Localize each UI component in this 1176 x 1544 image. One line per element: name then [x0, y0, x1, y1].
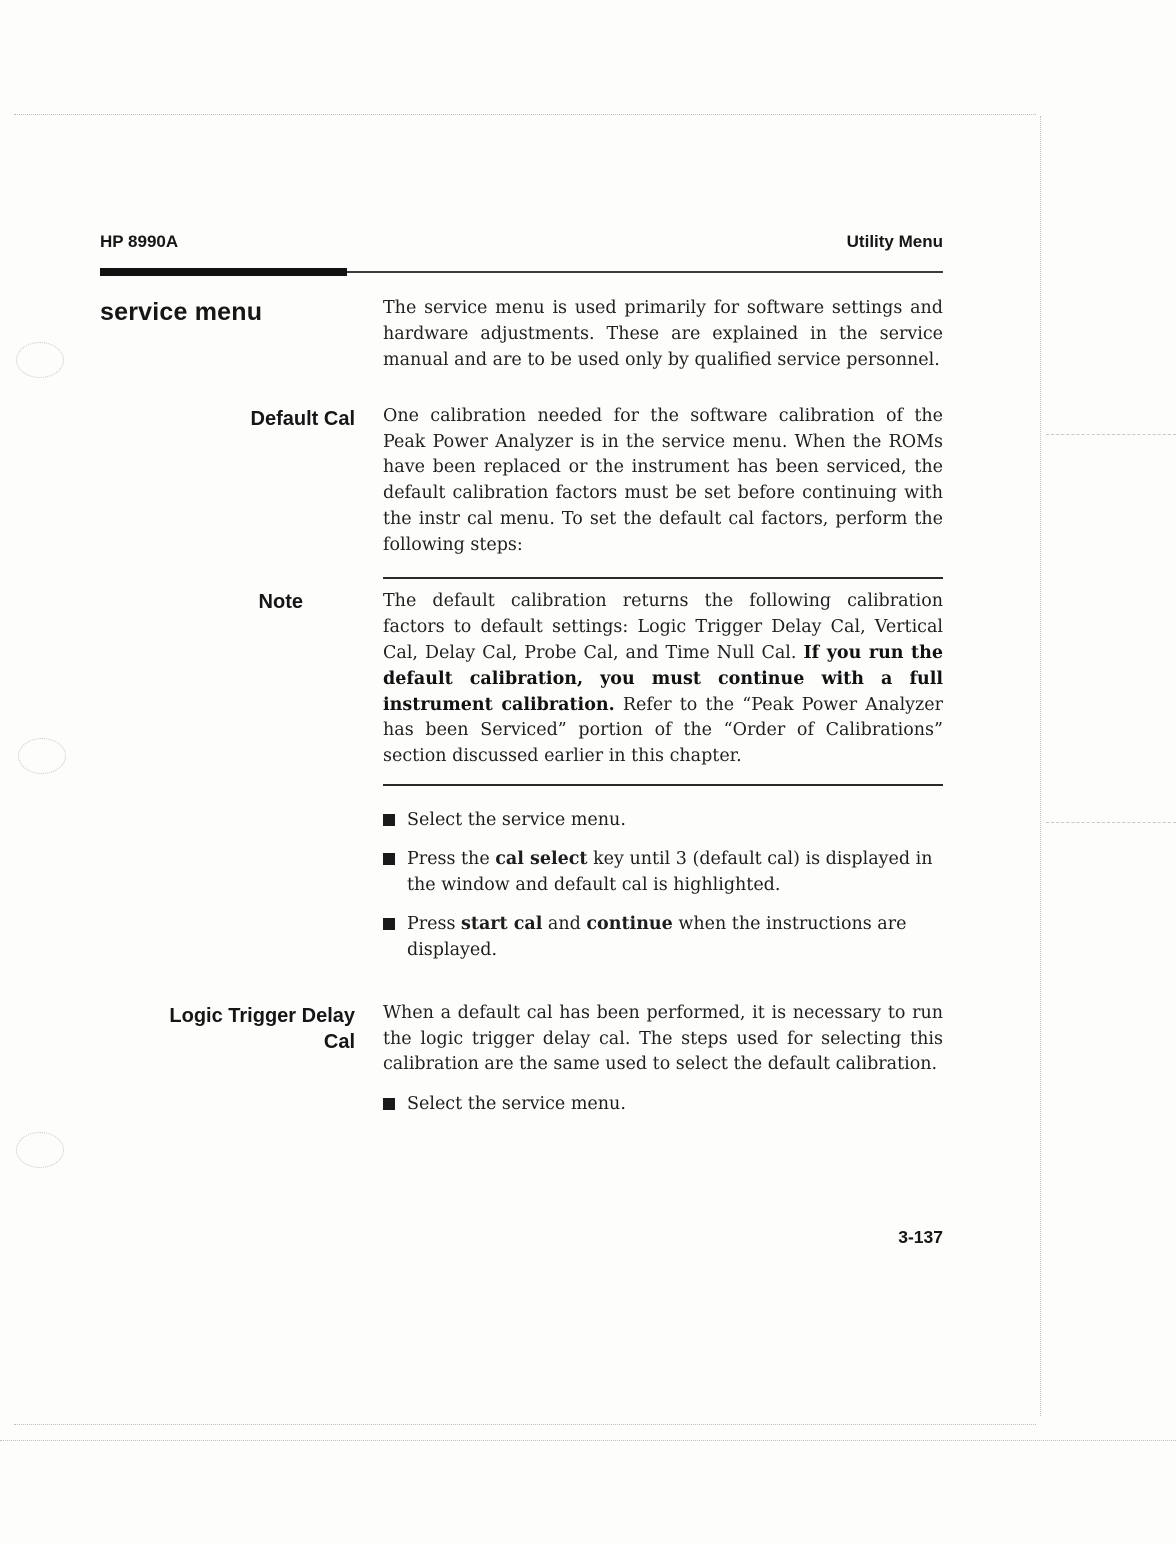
step-item	[383, 1092, 943, 1118]
header-rule	[100, 268, 943, 276]
step-text-bold: start cal	[461, 913, 543, 934]
service-menu-paragraph: The service menu is used primarily for software settings and hardware adjustments. These are explained in the service manual and are to be used only by qualified service personnel.	[383, 298, 943, 370]
default-cal-paragraph: One calibration needed for the software calibration of the Peak Power Analyzer is in the service menu. When the ROMs have been replaced or the instrument has been serviced, the default calibration factors must be set before continuing with the instr cal menu. To set the default cal factors, perform the following steps:	[383, 405, 943, 556]
scan-edge-bottom	[14, 1424, 1036, 1425]
step-text-post: key until 3 (default cal) is displayed in the window and default cal is highlighted.	[407, 849, 933, 896]
procedure-steps	[100, 808, 943, 976]
bullet-square-icon	[383, 853, 395, 865]
section-note	[100, 577, 943, 786]
section-heading-service-menu: service menu	[100, 298, 263, 326]
step-text: Select the service menu.	[407, 1094, 626, 1115]
scan-mark-right-2	[1046, 822, 1176, 823]
bullet-square-icon	[383, 1098, 395, 1110]
header-rule-thick	[100, 268, 347, 276]
note-text-bold: If you run the default calibration, you must continue with a full instrument calibration.	[383, 642, 943, 715]
section-service-menu	[100, 296, 943, 374]
hole-punch-1	[16, 342, 64, 378]
section-default-cal	[100, 404, 943, 559]
heading-line-2: Cal	[323, 1030, 355, 1053]
page-number: 3-137	[898, 1227, 943, 1248]
note-label: Note	[258, 591, 303, 614]
step-text-post: when the instructions are displayed.	[407, 913, 907, 960]
step-text-bold: cal select	[495, 849, 588, 870]
scan-mark-right-1	[1046, 434, 1176, 435]
note-text-pre: The default calibration returns the following calibration factors to default settings: Logic Trigger Delay Cal, Vertical Cal, Delay Cal, Probe Cal, and Time Null Cal.	[383, 591, 943, 663]
bullet-square-icon	[383, 814, 395, 826]
section-heading-logic-trigger-delay-cal	[100, 1001, 355, 1132]
logic-trigger-paragraph: When a default cal has been performed, it is necessary to run the logic trigger delay cal. The steps used for selecting this calibration are the same used to select the default calibration.	[383, 1002, 943, 1075]
scan-edge-top	[14, 114, 1036, 115]
section-heading-default-cal: Default Cal	[250, 407, 355, 430]
step-item	[383, 808, 943, 834]
step-item	[383, 912, 943, 964]
step-text-pre: Press the	[407, 849, 496, 870]
step-item	[383, 847, 943, 899]
scan-edge-bottom-2	[0, 1440, 1176, 1441]
running-header	[100, 232, 943, 252]
scan-edge-right	[1040, 116, 1041, 1416]
step-text-pre: Press	[407, 913, 462, 934]
heading-line-1: Logic Trigger Delay	[169, 1004, 355, 1027]
step-text: Select the service menu.	[407, 810, 626, 831]
header-rule-thin	[347, 271, 943, 273]
header-model: HP 8990A	[100, 232, 179, 251]
hole-punch-3	[16, 1132, 64, 1168]
step-text	[407, 912, 943, 964]
hole-punch-2	[18, 738, 66, 774]
header-chapter: Utility Menu	[846, 232, 943, 251]
bullet-square-icon	[383, 918, 395, 930]
step-text-bold: continue	[586, 913, 673, 934]
step-text	[407, 847, 943, 899]
page-content	[100, 232, 943, 1248]
note-text-post: Refer to the “Peak Power Analyzer has been Serviced” portion of the “Order of Calibrations” section discussed earlier in this chapter.	[383, 694, 943, 767]
note-paragraph	[383, 577, 943, 786]
section-logic-trigger-delay-cal	[100, 1001, 943, 1132]
step-text-mid: and	[542, 913, 587, 934]
